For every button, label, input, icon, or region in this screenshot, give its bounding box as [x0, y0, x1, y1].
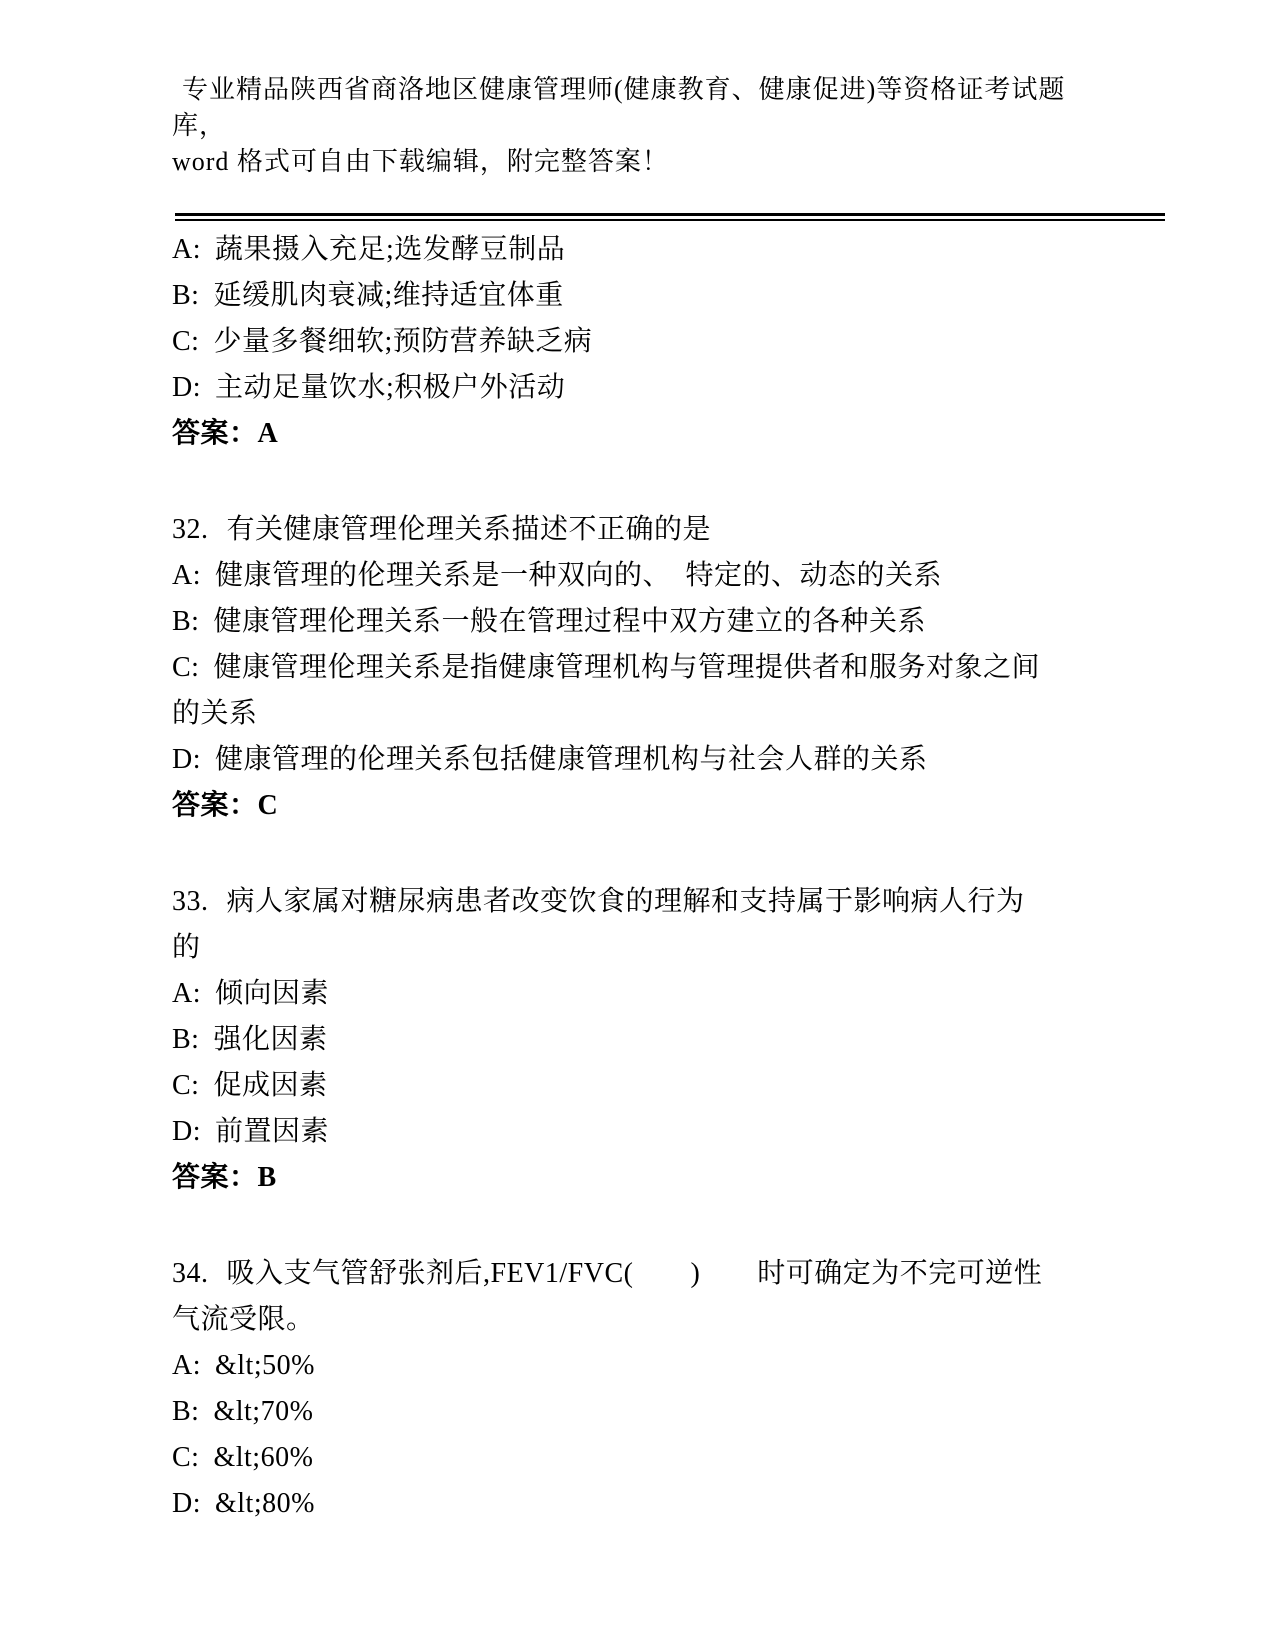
question-block	[172, 1251, 1050, 1527]
option-row-d	[172, 737, 1050, 783]
option-text: 延缓肌肉衰减;维持适宜体重	[213, 280, 564, 311]
question-stem-text: 病人家属对糖尿病患者改变饮食的理解和支持属于影响病人行为的	[172, 886, 1025, 963]
option-text: 蔬果摄入充足;选发酵豆制品	[215, 234, 566, 265]
option-row-b	[172, 1389, 1050, 1435]
option-row-a	[172, 227, 1050, 273]
option-label: C:	[172, 326, 200, 357]
option-label: B:	[172, 606, 200, 637]
option-label: A:	[172, 1350, 201, 1381]
question-stem-text: 吸入支气管舒张剂后,FEV1/FVC( ) 时可确定为不完可逆性气流受限。	[172, 1258, 1043, 1335]
option-text: 前置因素	[215, 1116, 330, 1147]
question-stem	[172, 1251, 1050, 1343]
question-block	[172, 507, 1050, 829]
option-row-d	[172, 1109, 1050, 1155]
option-label: B:	[172, 1024, 200, 1055]
question-stem-text: 有关健康管理伦理关系描述不正确的是	[226, 514, 712, 545]
option-text: 健康管理伦理关系一般在管理过程中双方建立的各种关系	[213, 606, 926, 637]
answer-line: 答案：A	[172, 418, 279, 449]
option-row-a	[172, 553, 1050, 599]
question-number: 34.	[172, 1258, 209, 1289]
option-label: D:	[172, 372, 201, 403]
option-label: D:	[172, 1488, 201, 1519]
option-row-d	[172, 1481, 1050, 1527]
option-text: &lt;80%	[215, 1488, 315, 1519]
question-block	[172, 879, 1050, 1201]
option-text: 健康管理的伦理关系是一种双向的、 特定的、动态的关系	[215, 560, 943, 591]
question-stem	[172, 879, 1050, 971]
option-label: D:	[172, 1116, 201, 1147]
option-text: 少量多餐细软;预防营养缺乏病	[213, 326, 593, 357]
option-label: B:	[172, 1396, 200, 1427]
option-row-c	[172, 1063, 1050, 1109]
answer-line: 答案：C	[172, 790, 279, 821]
option-label: A:	[172, 560, 201, 591]
option-text: &lt;70%	[213, 1396, 314, 1427]
option-row-b	[172, 273, 1050, 319]
option-text: 倾向因素	[215, 978, 330, 1009]
option-label: A:	[172, 978, 201, 1009]
option-text: &lt;60%	[213, 1442, 314, 1473]
option-label: C:	[172, 652, 200, 683]
option-row-c	[172, 645, 1050, 737]
option-row-d	[172, 365, 1050, 411]
question-number: 33.	[172, 886, 209, 917]
question-block	[172, 227, 1050, 457]
option-text: 主动足量饮水;积极户外活动	[215, 372, 566, 403]
option-row-c	[172, 1435, 1050, 1481]
option-label: C:	[172, 1442, 200, 1473]
header-separator-line	[175, 213, 1165, 221]
option-label: B:	[172, 280, 200, 311]
header-line-1: 专业精品陕西省商洛地区健康管理师(健康教育、健康促进)等资格证考试题库，	[172, 75, 1066, 140]
option-text: 强化因素	[213, 1024, 328, 1055]
answer-line: 答案：B	[172, 1162, 277, 1193]
option-row-b	[172, 599, 1050, 645]
option-row-b	[172, 1017, 1050, 1063]
question-number: 32.	[172, 514, 209, 545]
option-label: D:	[172, 744, 201, 775]
option-text: 健康管理伦理关系是指健康管理机构与管理提供者和服务对象之间的关系	[172, 652, 1040, 729]
option-text: 促成因素	[213, 1070, 328, 1101]
option-row-a	[172, 1343, 1050, 1389]
question-stem	[172, 507, 1050, 553]
document-header	[172, 72, 1072, 180]
option-label: C:	[172, 1070, 200, 1101]
option-label: A:	[172, 234, 201, 265]
option-row-c	[172, 319, 1050, 365]
option-text: 健康管理的伦理关系包括健康管理机构与社会人群的关系	[215, 744, 928, 775]
option-row-a	[172, 971, 1050, 1017]
header-line-2: word 格式可自由下载编辑，附完整答案！	[172, 147, 669, 176]
option-text: &lt;50%	[215, 1350, 315, 1381]
